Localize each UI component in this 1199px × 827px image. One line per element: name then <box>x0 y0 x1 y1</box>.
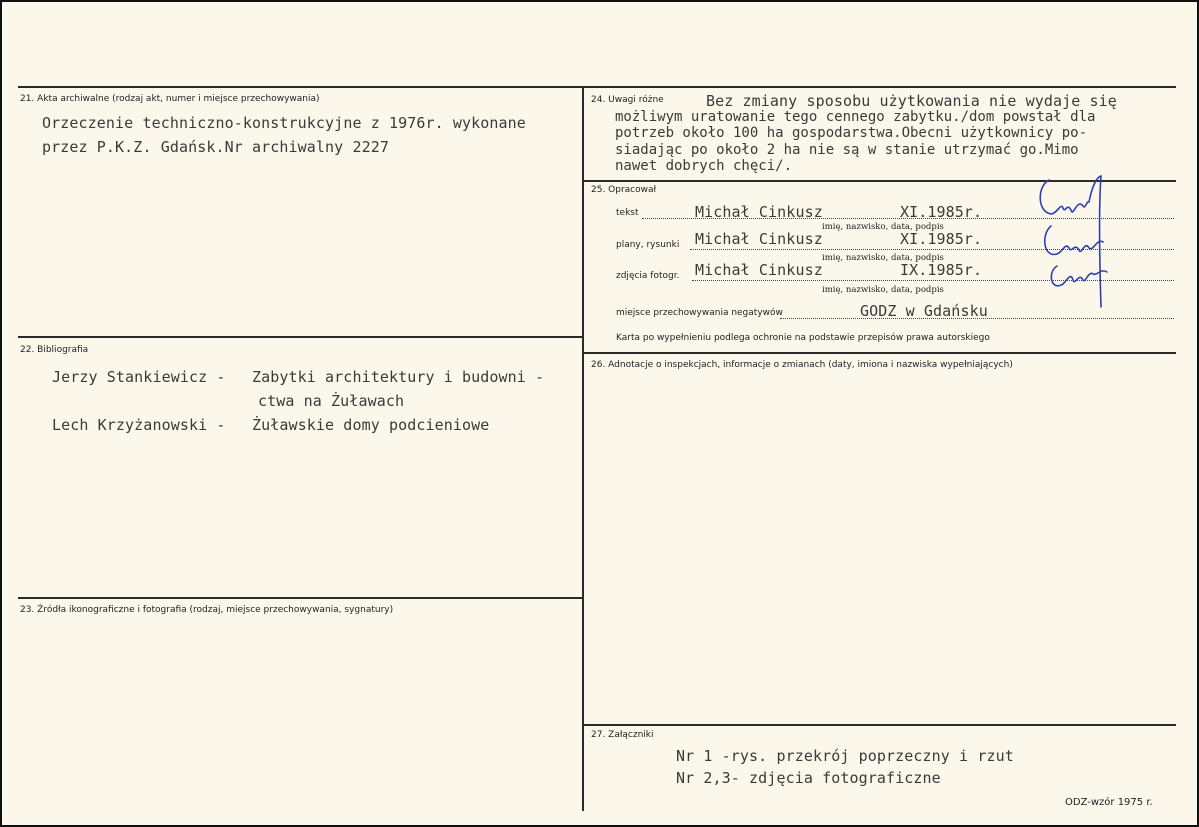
sec27-label: 27. Załączniki <box>591 730 654 740</box>
sec23-rule <box>18 597 582 599</box>
sec21-label: 21. Akta archiwalne (rodzaj akt, numer i miejsce przechowywania) <box>20 94 320 104</box>
plany-hint: imię, nazwisko, data, podpis <box>822 253 944 263</box>
sec21-text-line2: przez P.K.Z. Gdańsk.Nr archiwalny 2227 <box>42 138 389 156</box>
zdjecia-name: Michał Cinkusz <box>695 261 823 279</box>
sec27-rule <box>584 724 1176 726</box>
signature-marks <box>1027 172 1117 312</box>
plany-date: XI.1985r. <box>900 230 983 248</box>
bib-entry2-author: Lech Krzyżanowski - <box>52 416 226 434</box>
sec22-label: 22. Bibliografia <box>20 345 89 355</box>
negatywy-label: miejsce przechowywania negatywów <box>616 308 783 318</box>
sec26-rule <box>584 352 1176 354</box>
sec24-text-line1: Bez zmiany sposobu użytkowania nie wydaje się <box>706 92 1117 110</box>
sec24-text-line5: nawet dobrych chęci/. <box>615 158 793 174</box>
bib-entry2-title: Żuławskie domy podcieniowe <box>252 416 490 434</box>
negatywy-value: GODZ w Gdańsku <box>860 302 988 320</box>
bib-entry1-title-line2: ctwa na Żuławach <box>258 392 405 410</box>
sec23-label: 23. Źródła ikonograficzne i fotografia (rodzaj, miejsce przechowywania, sygnatury) <box>20 605 394 615</box>
bib-entry1-title-line1: Zabytki architektury i budowni - <box>252 368 545 386</box>
sec24-text-line2: możliwym uratowanie tego cennego zabytku./dom powstał dla <box>615 109 1096 125</box>
negatywy-dotline <box>780 318 1174 319</box>
copyright-note: Karta po wypełnieniu podlega ochronie na podstawie przepisów prawa autorskiego <box>616 333 990 343</box>
bib-entry1-author: Jerzy Stankiewicz - <box>52 368 226 386</box>
form-footer: ODZ-wzór 1975 r. <box>1065 797 1153 808</box>
record-card <box>2 2 1197 825</box>
sec24-text-line3: potrzeb około 100 ha gospodarstwa.Obecni użytkownicy po- <box>615 125 1088 141</box>
plany-label: plany, rysunki <box>616 240 680 250</box>
sec24-label: 24. Uwagi różne <box>591 95 664 105</box>
tekst-hint: imię, nazwisko, data, podpis <box>822 222 944 232</box>
tekst-label: tekst <box>616 208 639 218</box>
sec27-text-line1: Nr 1 -rys. przekrój poprzeczny i rzut <box>676 747 1014 765</box>
zdjecia-hint: imię, nazwisko, data, podpis <box>822 285 944 295</box>
top-rule <box>18 86 1176 88</box>
plany-name: Michał Cinkusz <box>695 230 823 248</box>
tekst-name: Michał Cinkusz <box>695 203 823 221</box>
sec22-rule <box>18 336 582 338</box>
sec24-text-line4: siadając po około 2 ha nie są w stanie utrzymać go.Mimo <box>615 142 1079 158</box>
zdjecia-label: zdjęcia fotogr. <box>616 271 680 281</box>
center-divider <box>582 86 584 811</box>
sec21-text-line1: Orzeczenie techniczno-konstrukcyjne z 1976r. wykonane <box>42 114 526 132</box>
sec26-label: 26. Adnotacje o inspekcjach, informacje o zmianach (daty, imiona i nazwiska wypełniających) <box>591 360 1013 370</box>
sec27-text-line2: Nr 2,3- zdjęcia fotograficzne <box>676 769 941 787</box>
tekst-date: XI.1985r. <box>900 203 983 221</box>
sec25-label: 25. Opracował <box>591 185 657 195</box>
zdjecia-date: IX.1985r. <box>900 261 983 279</box>
